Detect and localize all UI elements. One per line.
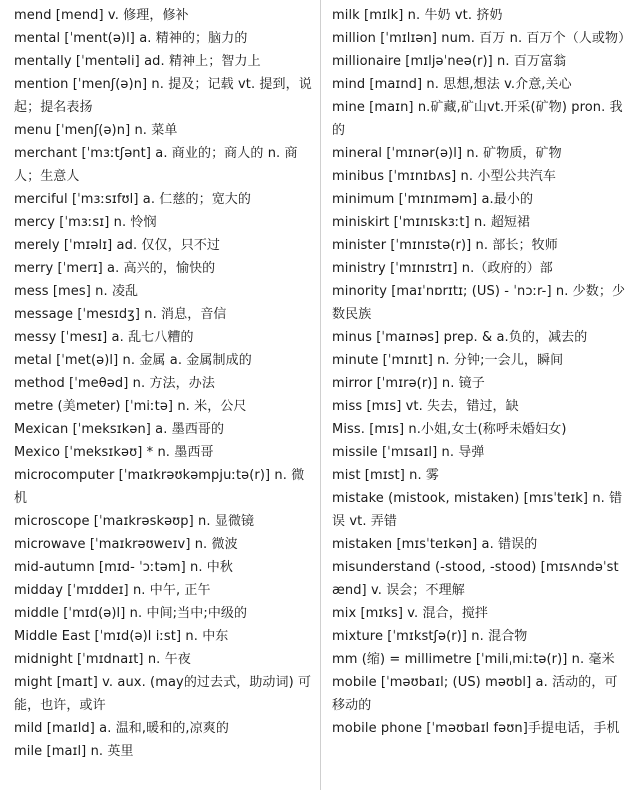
word-entry: metre (美meter) [ˈmiːtə] n. 米，公尺 <box>14 399 247 414</box>
word-entry: might [maɪt] v. aux. (may的过去式，助动词) 可能，也许，或许 <box>14 675 312 713</box>
left-column <box>14 4 312 763</box>
word-entry: menu [ˈmenʃ(ə)n] n. 菜单 <box>14 123 178 138</box>
word-entry: Miss. [mɪs] n.小姐,女士(称呼未婚妇女) <box>332 422 567 437</box>
word-entry: millionaire [mɪljəˈneə(r)] n. 百万富翁 <box>332 54 567 69</box>
word-entry: messy [ˈmesɪ] a. 乱七八糟的 <box>14 330 194 345</box>
word-entry: misunderstand (-stood, -stood) [mɪsʌndəˈstænd] v. 误会；不理解 <box>332 560 619 598</box>
word-entry: mist [mɪst] n. 雾 <box>332 468 440 483</box>
word-entry: mild [maɪld] a. 温和,暖和的,凉爽的 <box>14 721 229 736</box>
word-entry: minus [ˈmaɪnəs] prep. & a.负的，减去的 <box>332 330 588 345</box>
word-entry: million [ˈmɪlɪən] num. 百万 n. 百万个（人或物） <box>332 31 632 46</box>
column-divider <box>320 0 321 790</box>
word-entry: midnight [ˈmɪdnaɪt] n. 午夜 <box>14 652 191 667</box>
word-entry: Mexico [ˈmeksɪkəʊ] * n. 墨西哥 <box>14 445 214 460</box>
word-entry: mention [ˈmenʃ(ə)n] n. 提及；记载 vt. 提到，说起；提名表扬 <box>14 77 312 115</box>
word-entry: mind [maɪnd] n. 思想,想法 v.介意,关心 <box>332 77 572 92</box>
word-entry: mine [maɪn] n.矿藏,矿山vt.开采(矿物) pron. 我的 <box>332 100 623 138</box>
word-entry: mend [mend] v. 修理，修补 <box>14 8 189 23</box>
right-column <box>332 4 632 740</box>
word-entry: mile [maɪl] n. 英里 <box>14 744 134 759</box>
word-entry: mess [mes] n. 凌乱 <box>14 284 139 299</box>
word-entry: minute [ˈmɪnɪt] n. 分钟;一会儿，瞬间 <box>332 353 564 368</box>
word-entry: mirror [ˈmɪrə(r)] n. 镜子 <box>332 376 485 391</box>
word-entry: mercy [ˈmɜːsɪ] n. 怜悯 <box>14 215 157 230</box>
word-entry: mix [mɪks] v. 混合，搅拌 <box>332 606 489 621</box>
word-entry: method [ˈmeθəd] n. 方法，办法 <box>14 376 215 391</box>
word-entry: Mexican [ˈmeksɪkən] a. 墨西哥的 <box>14 422 225 437</box>
word-entry: mental [ˈment(ə)l] a. 精神的；脑力的 <box>14 31 248 46</box>
word-entry: milk [mɪlk] n. 牛奶 vt. 挤奶 <box>332 8 503 23</box>
word-entry: merry [ˈmerɪ] a. 高兴的，愉快的 <box>14 261 216 276</box>
word-entry: mineral [ˈmɪnər(ə)l] n. 矿物质，矿物 <box>332 146 562 161</box>
word-entry: mentally [ˈmentəli] ad. 精神上；智力上 <box>14 54 261 69</box>
word-entry: mistake (mistook, mistaken) [mɪsˈteɪk] n. 错误 vt. 弄错 <box>332 491 623 529</box>
word-entry: midday [ˈmɪddeɪ] n. 中午, 正午 <box>14 583 211 598</box>
word-entry: merely [ˈmɪəlɪ] ad. 仅仅，只不过 <box>14 238 221 253</box>
word-entry: miniskirt [ˈmɪnɪskɜːt] n. 超短裙 <box>332 215 531 230</box>
word-entry: microcomputer [ˈmaɪkrəʊkəmpjuːtə(r)] n. 微机 <box>14 468 305 506</box>
word-entry: mobile phone [ˈməʊbaɪl fəʊn]手提电话，手机 <box>332 721 620 736</box>
word-entry: mixture [ˈmɪkstʃə(r)] n. 混合物 <box>332 629 528 644</box>
word-entry: microscope [ˈmaɪkrəskəʊp] n. 显微镜 <box>14 514 255 529</box>
word-entry: ministry [ˈmɪnɪstrɪ] n.（政府的）部 <box>332 261 553 276</box>
word-entry: mobile [ˈməʊbaɪl; (US) məʊbl] a. 活动的，可移动的 <box>332 675 618 713</box>
word-entry: message [ˈmesɪdʒ] n. 消息，音信 <box>14 307 227 322</box>
word-entry: microwave [ˈmaɪkrəʊweɪv] n. 微波 <box>14 537 238 552</box>
word-entry: missile [ˈmɪsaɪl] n. 导弹 <box>332 445 485 460</box>
word-entry: mm (缩) = millimetre [ˈmiliˌmiːtə(r)] n. 毫米 <box>332 652 615 667</box>
word-entry: mistaken [mɪsˈteɪkən] a. 错误的 <box>332 537 538 552</box>
word-entry: middle [ˈmɪd(ə)l] n. 中间;当中;中级的 <box>14 606 248 621</box>
word-entry: mid-autumn [mɪd- ˈɔːtəm] n. 中秋 <box>14 560 233 575</box>
word-entry: miss [mɪs] vt. 失去，错过，缺 <box>332 399 519 414</box>
word-entry: metal [ˈmet(ə)l] n. 金属 a. 金属制成的 <box>14 353 252 368</box>
word-entry: merchant [ˈmɜːtʃənt] a. 商业的；商人的 n. 商人；生意人 <box>14 146 298 184</box>
word-entry: minibus [ˈmɪnɪbʌs] n. 小型公共汽车 <box>332 169 556 184</box>
word-entry: minister [ˈmɪnɪstə(r)] n. 部长；牧师 <box>332 238 558 253</box>
word-entry: Middle East [ˈmɪd(ə)l iːst] n. 中东 <box>14 629 229 644</box>
word-entry: merciful [ˈmɜːsɪfʊl] a. 仁慈的；宽大的 <box>14 192 251 207</box>
word-entry: minority [maɪˈnɒrɪtɪ; (US) - ˈnɔːr-] n. 少数；少数民族 <box>332 284 626 322</box>
word-entry: minimum [ˈmɪnɪməm] a.最小的 <box>332 192 534 207</box>
